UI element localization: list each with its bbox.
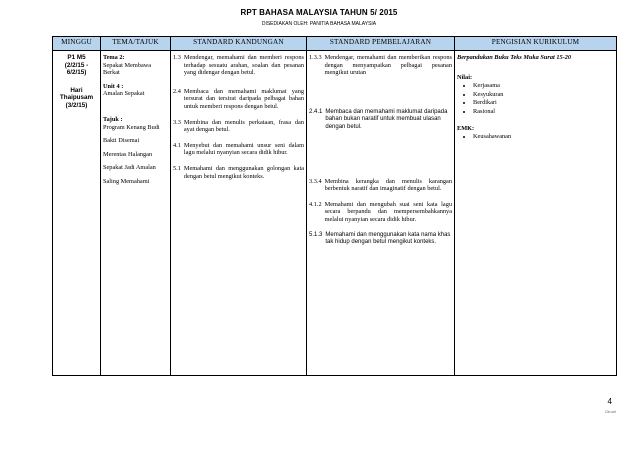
kandungan-item — [173, 165, 304, 180]
kandungan-item — [173, 142, 304, 157]
nilai-item: • Berdikari — [473, 99, 614, 107]
kandungan-item — [173, 119, 304, 134]
pembelajaran-text: Membina kerangka dan menulis karangan berbentuk naratif dan imaginatif dengan betul. — [324, 177, 452, 193]
tajuk-item: Bakti Disemai — [103, 137, 140, 145]
nilai-label: Nilai: — [457, 73, 473, 81]
nilai-item: • Rasional — [473, 108, 614, 116]
pembelajaran-number: 4.1.2 — [309, 200, 322, 208]
kandungan-text: Menyebut dan memahami unsur seni dalam lagu melalui nyanyian secara didik hibur. — [183, 141, 304, 157]
kandungan-text: Membina dan menulis perkataan, frasa dan ayat dengan betul. — [183, 118, 304, 134]
tajuk-item: Sepakat Jadi Amalan — [103, 164, 156, 172]
cell-tema — [101, 51, 171, 376]
unit-label: Unit 4 : — [103, 82, 124, 90]
kandungan-item — [173, 54, 304, 77]
kandungan-number: 2.4 — [173, 87, 181, 95]
kandungan-number: 5.1 — [173, 164, 181, 172]
nilai-list — [457, 82, 614, 115]
tema-label: Tema 2: — [103, 54, 125, 61]
pembelajaran-text: Memahami dan menggunakan kata nama khas tak hidup dengan betul mengikut konteks. — [325, 231, 451, 246]
rpt-table — [52, 36, 617, 376]
cell-pengisian-kurikulum — [455, 51, 617, 376]
holiday-date: (3/2/15) — [65, 101, 88, 109]
kandungan-text: Memahami dan menggunakan golongan kata dengan betul mengikut konteks. — [183, 164, 304, 180]
kandungan-item — [173, 88, 304, 111]
tajuk-item: Program Kenang Budi — [103, 123, 160, 131]
document-title: RPT BAHASA MALAYSIA TAHUN 5/ 2015 — [240, 8, 398, 17]
hari-label: Hari — [70, 86, 83, 94]
kandungan-text: Membaca dan memahami maklumat yang tersurat dan tersirat daripada pelbagai bahan untuk memberi respons dengan betul. — [183, 87, 304, 110]
cell-standard-pembelajaran — [307, 51, 455, 376]
kandungan-number: 1.3 — [173, 54, 181, 61]
tajuk-item: Saling Memahami — [103, 177, 150, 185]
pembelajaran-text: Mendengar, memahami dan memberikan respons dengan menyampaikan pelbagai pesanan mengikut urutan — [324, 54, 452, 77]
week-label: P1 M5 — [67, 54, 86, 61]
emk-item: • Keusahawanan — [473, 133, 614, 141]
pembelajaran-item — [309, 109, 452, 132]
cell-standard-kandungan — [171, 51, 307, 376]
pembelajaran-item — [309, 201, 452, 224]
kandungan-number: 4.1 — [173, 141, 181, 149]
pembelajaran-number: 1.3.3 — [309, 54, 322, 61]
header-standard-kandungan: STANDARD KANDUNGAN — [171, 37, 307, 51]
nilai-item: • Kesyukuran — [473, 91, 614, 99]
pembelajaran-item — [309, 54, 452, 77]
textbook-reference: Berpandukan Buku Teks Muka Surat 15-20 — [457, 54, 572, 61]
pembelajaran-text: Membaca dan memahami maklumat daripada bahan bukan naratif untuk membuat ulasan dengan betul. — [325, 108, 448, 130]
tajuk-item: Merentas Halangan — [103, 150, 153, 158]
pembelajaran-text: Memahami dan mengubah suai seni kata lagu secara berpandu dan mempersembahkannya melalui nyanyian secara didik hibur. — [324, 200, 452, 223]
header-minggu: MINGGU — [53, 37, 101, 51]
cell-minggu — [53, 51, 101, 376]
pembelajaran-item — [309, 232, 452, 247]
header-pengisian-kurikulum: PENGISIAN KURIKULUM — [455, 37, 617, 51]
week-dates: (2/2/15 - 6/2/15) — [64, 61, 89, 77]
pembelajaran-number: 3.3.4 — [309, 177, 322, 185]
document-subtitle: DISEDIAKAN OLEH: PANITIA BAHASA MALAYSIA — [261, 21, 377, 27]
tajuk-label: Tajuk : — [103, 115, 123, 123]
page-number: 4 — [607, 397, 612, 406]
holiday-name: Thaipusam — [59, 94, 94, 102]
kandungan-text: Mendengar, memahami dan memberi respons terhadap sesuatu arahan, soalan dan pesanan yang didengar dengan betul. — [183, 54, 304, 77]
pembelajaran-item — [309, 178, 452, 193]
header-tema: TEMA/TAJUK — [101, 37, 171, 51]
emk-list — [457, 133, 614, 141]
tema-text: Sepakat Membawa Berkat — [103, 61, 152, 77]
nilai-item: • Kerjasama — [473, 82, 614, 90]
pembelajaran-number: 2.4.1 — [309, 108, 323, 115]
header-standard-pembelajaran: STANDARD PEMBELAJARAN — [307, 37, 455, 51]
pembelajaran-number: 5.1.3 — [309, 231, 323, 238]
kandungan-number: 3.3 — [173, 118, 181, 126]
table-header-row — [53, 37, 617, 51]
table-row — [53, 51, 617, 376]
unit-text: Amalan Sepakat — [103, 90, 145, 98]
emk-label: EMK: — [457, 124, 475, 132]
page-footnote: Ciri-ciri — [605, 410, 616, 414]
